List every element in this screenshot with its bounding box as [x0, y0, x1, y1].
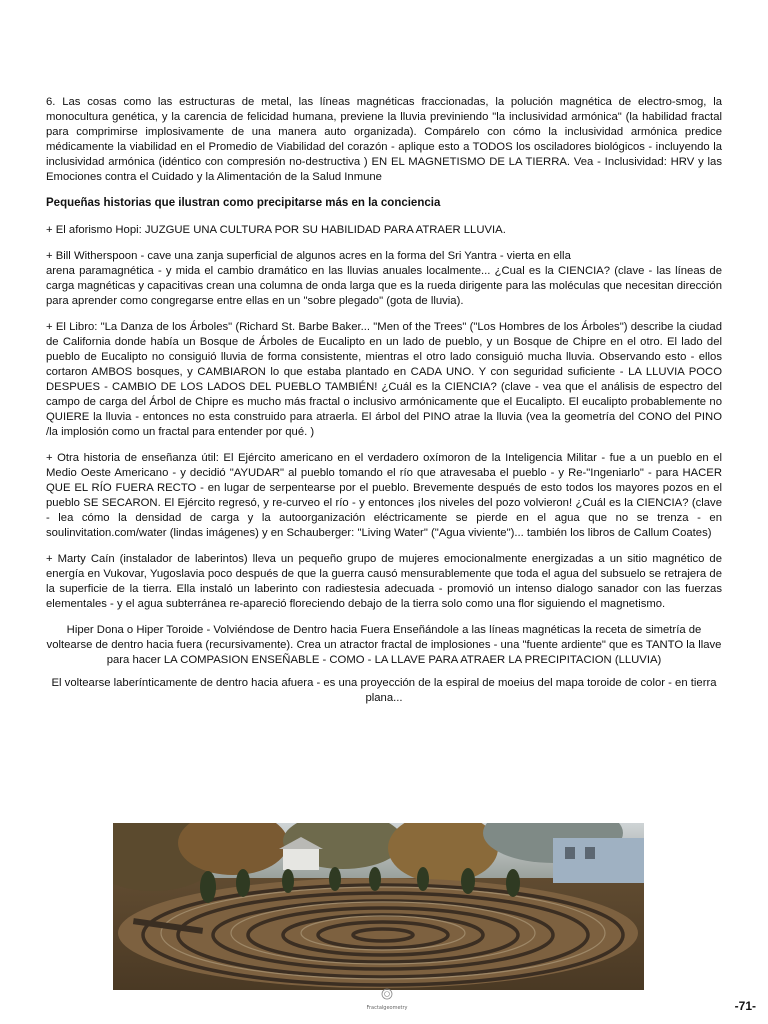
- publisher-logo: [366, 987, 408, 1009]
- section-heading: Pequeñas historias que ilustran como precipitarse más en la conciencia: [46, 197, 441, 209]
- paragraph-witherspoon: [46, 249, 722, 309]
- witherspoon-rest: arena paramagnética - y mida el cambio dramático en las lluvias anuales localmente... ¿Cual es la CIENCIA? (clave - las líneas de carga magnéticas y capacitivas crean una columna de onda larga que es la rueda dirigente para las moléculas que necesitan dirección para aprender como congregarse entre ellas en un "sobre plegado" (gota de lluvia).: [46, 265, 722, 307]
- paragraph-voltearse: El voltearse laberínticamente de dentro hacia afuera - es una proyección de la espiral de moeius del mapa toroide de color - en tierra plana...: [51, 677, 717, 704]
- paragraph-marty: + Marty Caín (instalador de laberintos) lleva un pequeño grupo de mujeres emocionalmente energizadas a un sitio magnético de energía en Vukovar, Yugoslavia poco después de que la guerra causó mensurablemente que toda el agua del subsuelo se retrajera de la superficie de la tierra. Ella instaló un laberinto con radiestesia adecuada - promovió un intenso dialogo sanador con las fuerzas elementales - y el agua subterránea re-apareció floreciendo debajo de la tierra solo como una flor siguiendo el magnetismo.: [46, 553, 722, 610]
- page-number: -71-: [734, 999, 756, 1013]
- page-body: [46, 95, 722, 714]
- logo-text: Fractalgeometry: [366, 1005, 408, 1011]
- paragraph-hopi: + El aforismo Hopi: JUZGUE UNA CULTURA POR SU HABILIDAD PARA ATRAER LLUVIA.: [46, 224, 506, 236]
- witherspoon-line1: + Bill Witherspoon - cave una zanja superficial de algunos acres en la forma del Sri Yantra - vierta en ella: [46, 250, 571, 262]
- paragraph-libro: + El Libro: "La Danza de los Árboles" (Richard St. Barbe Baker... "Men of the Trees" ("Los Hombres de los Árboles") describe la ciudad de California donde había un Bosque de Árboles de Eucalipto en un lado de pueblo, y un Bosque de Chipre en el otro. El lado del pueblo de Eucalipto no consiguió lluvia de forma consistente, mientras el otro lado consiguió mucha lluvia. Observando esto - ellos cortaron AMBOS bosques, y CAMBIARON lo que estaba plantado en CADA UNO. Y con seguridad suficiente - LA LLUVIA POCO DESPUES - CAMBIO DE LOS LADOS DEL PUEBLO TAMBIÉN! ¿Cuál es la CIENCIA? (clave - vea que el análisis de espectro del campo de carga del Árbol de Chipre es mucho más fractal o inclusivo armónicamente que el Eucalipto. El eucalipto probablemente no QUIERE la lluvia - entonces no esta construido para atraerla. El árbol del PINO atrae la lluvia (vea la geometría del CONO del PINO /la implosión como un fractal para entender por qué. ): [46, 321, 722, 438]
- labyrinth-photo: [113, 823, 644, 990]
- paragraph-6: 6. Las cosas como las estructuras de metal, las líneas magnéticas fraccionadas, la polución magnética de electro-smog, la monocultura genética, y la carencia de felicidad humana, previene la lluvia previniendo "la inclusividad armónica" (la habilidad fractal para comprimirse implosivamente de una manera auto organizada). Compárelo con cómo la inclusividad armónica predice médicamente la viabilidad en el Promedio de Viabilidad del corazón - aplique esto a TODOS los osciladores biológicos - incluyendo la inclusividad armónica (idéntico con compresión no-destructiva ) EN EL MAGNETISMO DE LA TIERRA. Vea - Inclusividad: HRV y las Emociones contra el Cuidado y la Alimentación de la Salud Inmune: [46, 96, 722, 183]
- paragraph-hiper: Hiper Dona o Hiper Toroide - Volviéndose de Dentro hacia Fuera Enseñándole a las líneas magnéticas la receta de simetría de voltearse de dentro hacia fuera (recursivamente). Crea un atractor fractal de implosiones - una "fuente ardiente" que es TANTO la llave para hacer LA COMPASION ENSEÑABLE - COMO - LA LLAVE PARA ATRAER LA PRECIPITACION (LLUVIA): [46, 624, 722, 666]
- paragraph-ejercito: + Otra historia de enseñanza útil: El Ejército americano en el verdadero oxímoron de la Inteligencia Militar - fue a un pueblo en el Medio Oeste Americano - y decidió "AYUDAR" al pueblo tomando el río que atravesaba el pueblo - y Re-"Ingeniarlo" - para HACER QUE EL RÍO FUERA RECTO - en lugar de serpentearse por el pueblo. Brevemente después de esto todos los mayores pozos en el pueblo SE SECARON. El Ejército regresó, y re-curveo el río - y entonces ¡los niveles del pozo volvieron! ¿Cuál es la CIENCIA? (clave - lea cómo la densidad de carga y la autoorganización eléctricamente se pierde en el agua que no se trenza - en soulinvitation.com/water (lindas imágenes) y en Schauberger: "Living Water" ("Agua viviente")... también los libros de Callum Coates): [46, 452, 722, 539]
- logo-icon: [376, 988, 398, 1000]
